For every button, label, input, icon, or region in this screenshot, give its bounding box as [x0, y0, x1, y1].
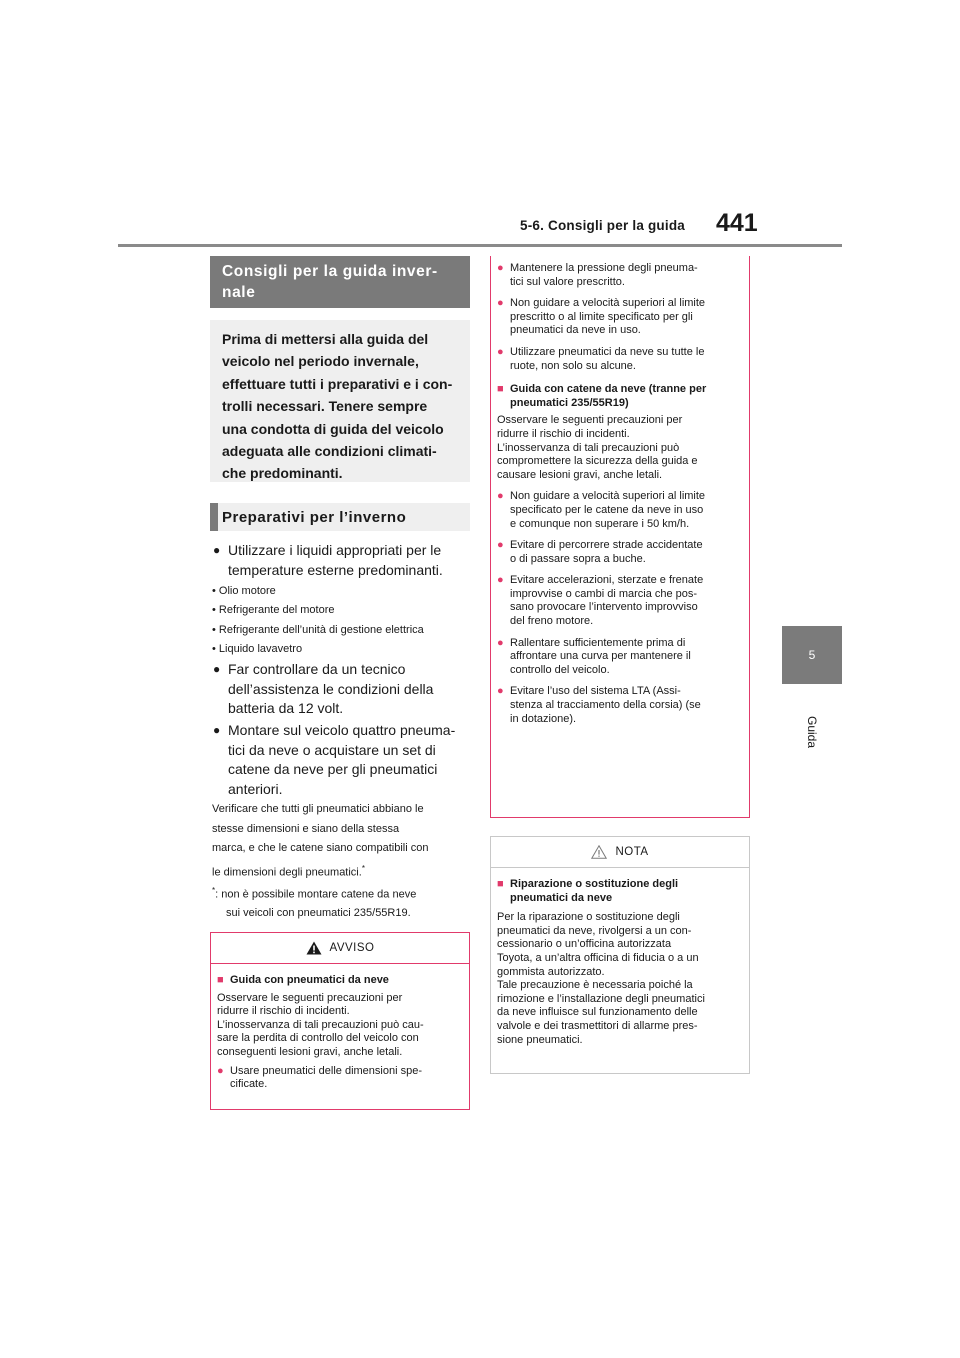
- intro-line: una condotta di guida del veicolo: [222, 420, 444, 437]
- notice-text: Per la riparazione o sostituzione degli pneumatici da neve, rivolgersi a un con- cessionario o un’officina autorizzata Toyota, a un’altra officina di fiducia o a un gommista autorizzato. Tale precauzione è necessaria poiché la rimozione e l’installazione degli pneumatici da neve influisce sul funzionamento delle valvole e dei trasmettitori di allarme pres- sione pneumatici.: [497, 911, 705, 1046]
- circle-bullet-icon: ●: [497, 685, 504, 698]
- bullet-line: temperature esterne predominanti.: [228, 561, 443, 578]
- circle-bullet-icon: ●: [497, 574, 504, 587]
- bullet-line: Utilizzare i liquidi appropriati per le: [228, 542, 442, 558]
- circle-bullet-icon: ●: [217, 1064, 224, 1077]
- chapter-number: 5: [808, 648, 816, 662]
- intro-line: effettuare tutti i preparativi e i con-: [222, 375, 453, 392]
- intro-line: trolli necessari. Tenere sempre: [222, 398, 428, 415]
- intro-line: adeguata alle condizioni climati-: [222, 443, 437, 460]
- circle-bullet-icon: ●: [497, 539, 504, 552]
- notice-box-header: [491, 837, 749, 868]
- warning-item: ● Non guidare a velocità superiori al limite specificato per le catene da neve in uso e comunque non superare i 50 km/h.: [497, 490, 706, 530]
- warning-box: [210, 932, 470, 1110]
- section-title: 5-6. Consigli per la guida: [520, 218, 685, 233]
- circle-bullet-icon: ●: [497, 490, 504, 503]
- bullet-line: batteria da 12 volt.: [228, 700, 344, 716]
- bullet-dot-icon: ●: [213, 723, 221, 737]
- intro-box: [210, 320, 470, 482]
- notice-box: [490, 836, 750, 1074]
- bullet-fluids: [212, 541, 470, 580]
- warning-text: Osservare le seguenti precauzioni per ridurre il rischio di incidenti. L’inosservanza di tali precauzioni può cau- sare la perdita di controllo del veicolo con conseguenti lesioni gravi, anche letali.: [217, 991, 424, 1058]
- heading-prep-text: Preparativi per l’inverno: [222, 508, 407, 526]
- warning-item: ● Utilizzare pneumatici da neve su tutte le ruote, non solo su alcune.: [497, 345, 705, 372]
- heading-winter-driving: [210, 256, 470, 308]
- circle-bullet-icon: ●: [497, 636, 504, 649]
- square-bullet-icon: ■: [497, 383, 504, 396]
- warning-box-continued: [490, 256, 750, 818]
- warning-heading: ■ Guida con pneumatici da neve: [217, 974, 389, 986]
- heading-winter-line: nale: [222, 284, 256, 301]
- warning-item: ● Evitare l’uso del sistema LTA (Assi- stenza al tracciamento della corsia) (se in dotazione).: [497, 685, 701, 725]
- verify-paragraph: Verificare che tutti gli pneumatici abbiano le stesse dimensioni e siano della stessa marca, e che le catene siano compatibili con le dimensioni degli pneumatici.*: [212, 803, 429, 879]
- warning-text: Osservare le seguenti precauzioni per ridurre il rischio di incidenti. L’inosservanza di tali precauzioni può compromettere la sicurezza della guida e causare lesioni gravi, anche letali.: [497, 414, 698, 481]
- fluid-item: • Refrigerante del motore: [212, 604, 335, 616]
- square-bullet-icon: ■: [497, 878, 504, 890]
- circle-bullet-icon: ●: [497, 345, 504, 358]
- warning-item: ● Evitare di percorrere strade accidentate o di passare sopra a buche.: [497, 539, 703, 565]
- caution-triangle-icon: [591, 845, 607, 859]
- header-rule: [118, 244, 842, 247]
- notice-heading: ■ Riparazione o sostituzione degli pneumatici da neve: [497, 878, 679, 904]
- bullet-snow-tires: [212, 721, 470, 799]
- warning-box-header: [211, 933, 469, 964]
- circle-bullet-icon: ●: [497, 262, 504, 274]
- bullet-line: catene da neve per gli pneumatici: [228, 761, 438, 777]
- bullet-battery: [212, 660, 470, 719]
- intro-line: veicolo nel periodo invernale,: [222, 353, 419, 370]
- warning-item: ● Evitare accelerazioni, sterzate e frenate improvvise o cambi di marcia che pos- sano provocare l’intervento improvviso del freno motore.: [497, 574, 704, 628]
- chapter-label: [782, 712, 842, 752]
- warning-item: ● Usare pneumatici delle dimensioni spe- cificate.: [217, 1064, 422, 1091]
- bullet-line: Montare sul veicolo quattro pneuma-: [228, 722, 456, 738]
- notice-title: NOTA: [615, 846, 649, 858]
- heading-winter-line: Consigli per la guida inver-: [222, 263, 438, 280]
- intro-line: Prima di mettersi alla guida del: [222, 331, 429, 347]
- square-bullet-icon: ■: [217, 974, 224, 986]
- warning-item: ● Non guidare a velocità superiori al limite prescritto o al limite specificato per gli pneumatici da neve in uso.: [497, 297, 706, 337]
- footnote: *: non è possibile montare catene da neve sui veicoli con pneumatici 235/55R19.: [212, 886, 417, 919]
- bullet-line: dell’assistenza le condizioni della: [228, 680, 434, 697]
- circle-bullet-icon: ●: [497, 297, 504, 310]
- page-number: 441: [716, 209, 758, 237]
- bullet-dot-icon: ●: [213, 543, 221, 557]
- bullet-line: Far controllare da un tecnico: [228, 661, 406, 677]
- heading-winter-preparation: [210, 503, 470, 531]
- bullet-line: anteriori.: [228, 780, 283, 797]
- warning-item: ● Rallentare sufficientemente prima di affrontare una curva per mantenere il controllo del veicolo.: [497, 636, 691, 676]
- warning-triangle-icon: [306, 941, 322, 955]
- fluid-item: • Refrigerante dell’unità di gestione elettrica: [212, 624, 424, 636]
- warning-item: ● Mantenere la pressione degli pneuma- tici sul valore prescritto.: [497, 262, 698, 288]
- fluid-item: • Olio motore: [212, 585, 276, 597]
- fluid-item: • Liquido lavavetro: [212, 643, 303, 655]
- warning-heading: ■ Guida con catene da neve (tranne per pneumatici 235/55R19): [497, 383, 707, 409]
- intro-line: che predominanti.: [222, 465, 343, 482]
- chapter-tab: [782, 626, 842, 684]
- chapter-label-text: Guida: [805, 715, 819, 749]
- warning-title: AVVISO: [329, 942, 375, 954]
- bullet-dot-icon: ●: [213, 662, 221, 676]
- bullet-line: tici da neve o acquistare un set di: [228, 741, 436, 758]
